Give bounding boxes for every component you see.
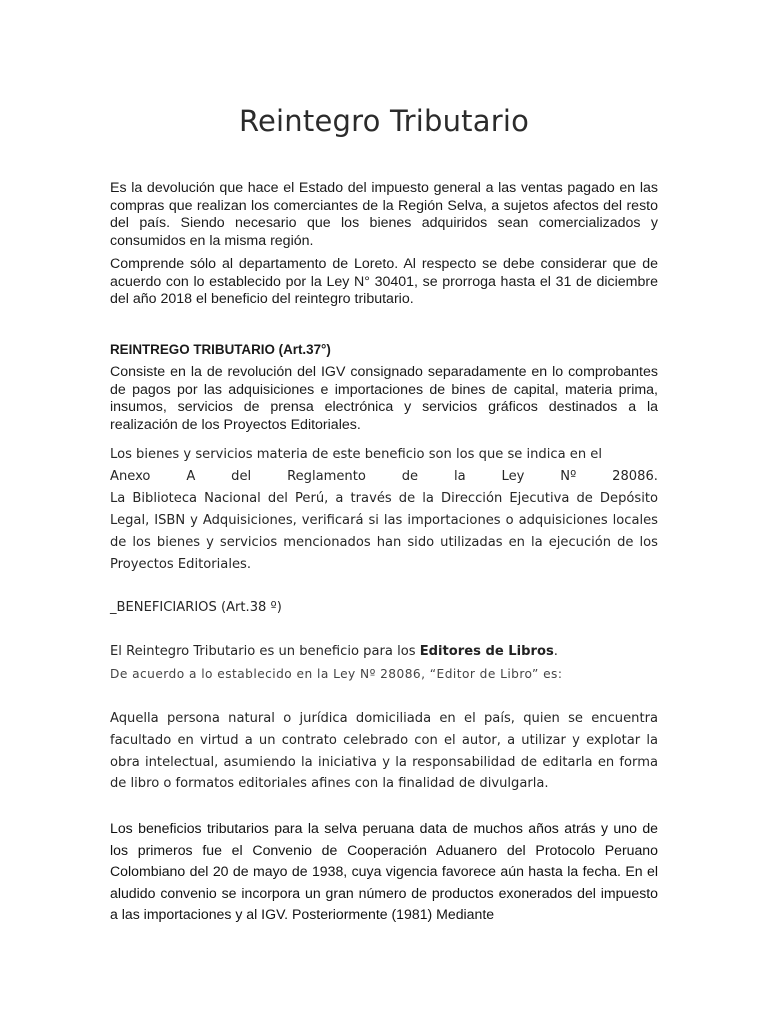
bienes-line-2-word: de [401, 469, 419, 484]
editor-definition-intro: De acuerdo a lo establecido en la Ley Nº 28086, “Editor de Libro” es: [110, 667, 563, 681]
bienes-line-2-word: Nº [560, 469, 577, 484]
beneficio-paragraph [110, 642, 658, 662]
document-title: Reintegro Tributario [238, 104, 530, 138]
beneficio-intro: El Reintegro Tributario es un beneficio para los [110, 644, 420, 659]
section-heading-art38: _BENEFICIARIOS (Art.38 º) [110, 600, 282, 615]
art37-paragraph: Consiste en la de revolución del IGV consignado separadamente en lo comprobantes de pagos por las adquisiciones e importaciones de bines de capital, materia prima, insumos, servicios de prensa electrónica y servicios gráficos destinados a la realización de los Proyectos Editoriales. [110, 364, 658, 433]
bienes-line-2-word: Anexo [110, 469, 151, 484]
history-text: Los beneficios tributarios para la selva peruana data de muchos años atrás y uno de los primeros fue el Convenio de Cooperación Aduanero del Protocolo Peruano Colombiano del 20 de mayo de 1938, cuya vigencia favorece aún hasta la fecha. En el aludido convenio se incorpora un gran número de productos exonerados del impuesto a las importaciones y al IGV. Posteriormente (1981) Mediante [110, 820, 658, 923]
intro-paragraph-2: Comprende sólo al departamento de Loreto. Al respecto se debe considerar que de acuerdo con lo establecido por la Ley N° 30401, se prorroga hasta el 31 de diciembre del año 2018 el beneficio del reintegro tributario. [110, 256, 658, 307]
intro-paragraph-1: Es la devolución que hace el Estado del impuesto general a las ventas pagado en las compras que realizan los comerciantes de la Región Selva, a sujetos afectos del resto del país. Siendo necesario que los bienes adquiridos sean comercializados y consumidos en la misma región. [110, 180, 658, 249]
bienes-line-2-word: la [453, 469, 466, 484]
bienes-paragraph [110, 444, 658, 576]
bienes-line-3: La Biblioteca Nacional del Perú, a través de la Dirección Ejecutiva de Depósito Legal, ISBN y Adquisiciones, verificará si las importaciones o adquisiciones locales de los bienes y servicios mencionados han sido utilizadas en la ejecución de los Proyectos Editoriales. [110, 491, 658, 572]
bienes-line-2-word: A [186, 469, 196, 484]
beneficio-end: . [553, 644, 558, 659]
bienes-line-2-word: del [231, 469, 252, 484]
bienes-line-2 [110, 466, 658, 488]
editor-definition: Aquella persona natural o jurídica domiciliada en el país, quien se encuentra facultado en virtud a un contrato celebrado con el autor, a utilizar y explotar la obra intelectual, asumiendo la iniciativa y la responsabilidad de editarla en forma de libro o formatos editoriales afines con la finalidad de divulgarla. [110, 711, 658, 792]
bienes-line-2-word: Ley [501, 469, 525, 484]
beneficio-bold: Editores de Libros [419, 644, 554, 659]
history-paragraph [110, 818, 658, 926]
bienes-line-1: Los bienes y servicios materia de este beneficio son los que se indica en el [110, 447, 602, 462]
bienes-line-2-word: Reglamento [287, 469, 366, 484]
bienes-line-2-word: 28086. [612, 469, 658, 484]
section-heading-art37: REINTREGO TRIBUTARIO (Art.37°) [110, 342, 331, 357]
